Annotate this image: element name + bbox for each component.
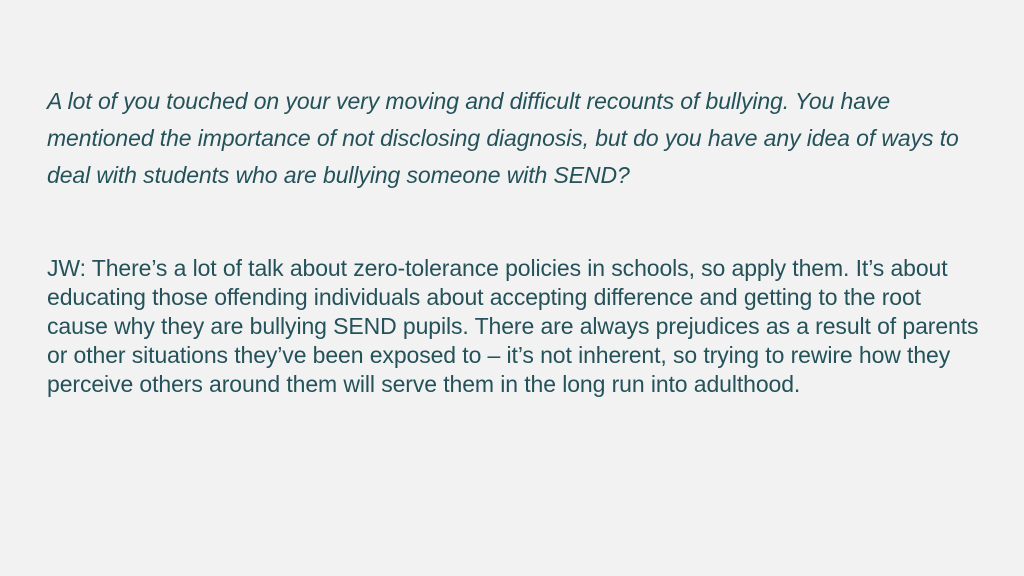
answer-text: JW: There’s a lot of talk about zero-tolerance policies in schools, so apply them. It’s about educating those offending individuals about accepting difference and getting to the root cause why they are bullying SEND pupils. There are always prejudices as a result of parents or other situations they’ve been exposed to – it’s not inherent, so trying to rewire how they perceive others around them will serve them in the long run into adulthood. <box>47 255 979 397</box>
question-text: A lot of you touched on your very moving and difficult recounts of bullying. You have mentioned the importance of not disclosing diagnosis, but do you have any idea of ways to deal with students who are bullying someone with SEND? <box>47 88 959 188</box>
